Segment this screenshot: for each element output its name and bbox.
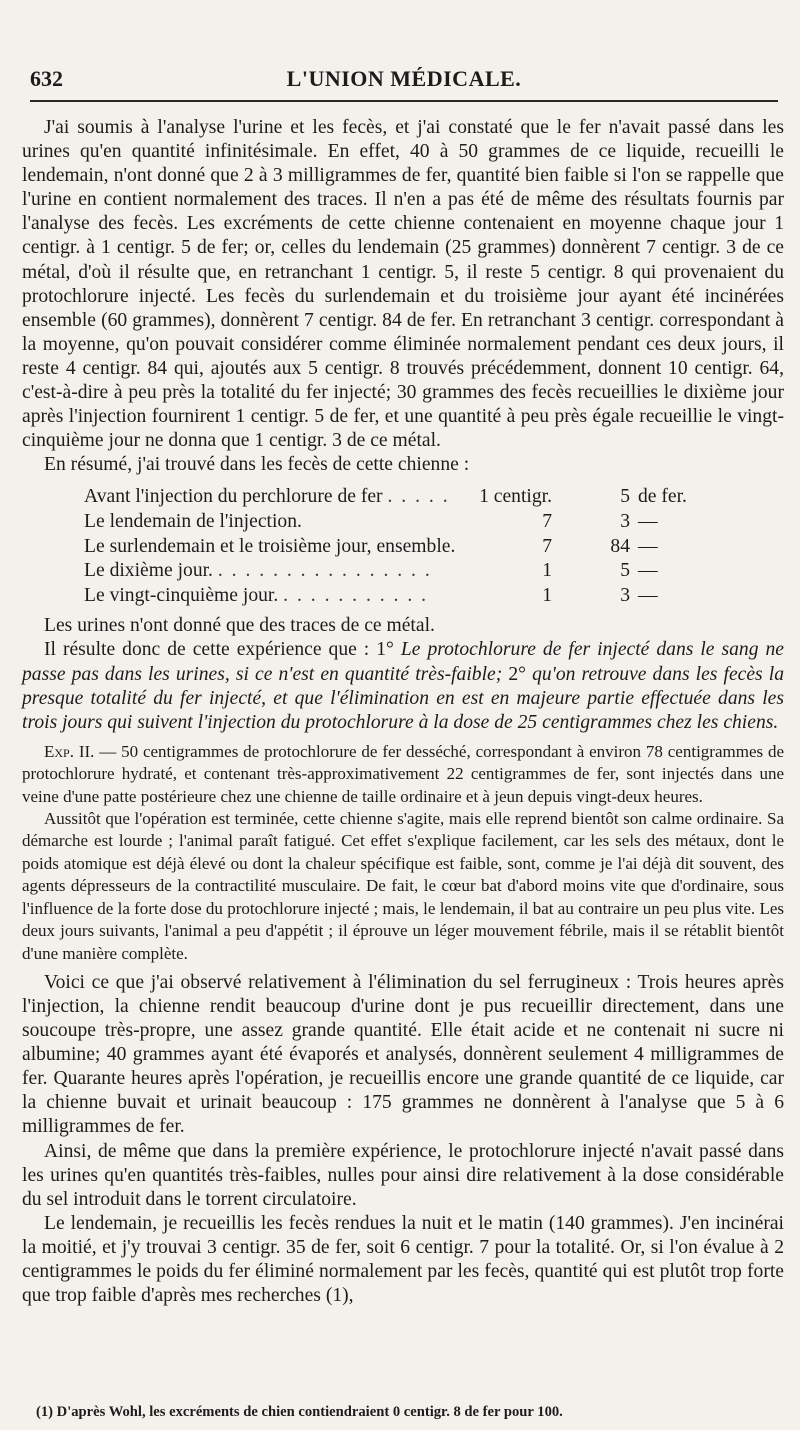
running-title: L'UNION MÉDICALE. [286,66,522,91]
paragraph-urine-traces: Les urines n'ont donné que des traces de ce métal. [44,615,435,637]
leader-dots: . . . . . . . . . . . [283,584,429,606]
row-label: Le dixième jour. [84,560,213,582]
row-value-c: — [638,511,658,532]
row-value-c: de fer. [638,486,687,508]
conclusion-lead: Il résulte donc de cette expérience que : 1° [44,639,401,661]
leader-dots: . . . . . . . . . . . . . . . . [217,560,432,582]
paragraph-experiment-2 [22,741,784,808]
paragraph-analysis: J'ai soumis à l'analyse l'urine et les fecès, et j'ai constaté que le fer n'avait passé dans les urines qu'en quantité infinitésimale. En effet, 40 à 50 grammes de ce liquide, recueilli le lendemain, n'ont donné que 2 à 3 milligrammes de fer, quantité bien faible si l'on se rappelle que l'urine en contient normalement des traces. Il n'en a pas été de même des résultats fournis par l'analyse des fecès. Les excréments de cette chienne contenaient en moyenne chaque jour 1 centigr. à 1 centigr. 5 de fer; or, celles du lendemain (25 grammes) donnèrent 7 centigr. 3 de ce métal, d'où il résulte que, en retranchant 1 centigr. 5, il reste 5 centigr. 8 qui provenaient du protochlorure injecté. Les fecès du surlendemain et du troisième jour ayant été incinérées ensemble (60 grammes), donnèrent 7 centigr. 84 de fer. En retranchant 3 centigr. correspondant à la moyenne, qu'on pouvait considérer comme éliminée normalement pendant ces deux jours, il reste 4 centigr. 84 qui, ajoutés aux 5 centigr. 8 trouvés précédemment, donnent 10 centigr. 64, c'est-à-dire à peu près la totalité du fer injecté; 30 grammes des fecès recueillies le dixième jour après l'injection fournirent 1 centigr. 5 de fer, et une quantité à peu près égale recueillie le vingt-cinquième jour ne donna que 1 centigr. 3 de ce métal. [22,117,784,452]
leader-dots: . . . . . [387,486,450,508]
header-rule [30,100,778,102]
row-label: Le lendemain de l'injection. [84,511,302,532]
experiment-label: Exp. II. [44,741,95,761]
table-row [22,510,784,535]
row-label: Le surlendemain et le troisième jour, ensemble. [84,535,456,557]
row-label: Le vingt-cinquième jour. [84,584,279,606]
page-header [30,66,778,92]
row-value-a: 7 [542,535,552,557]
experiment-text: — 50 centigrammes de protochlorure de fer desséché, correspondant à environ 78 centigrammes de protochlorure hydraté, et contenant très-approximativement 22 centigrammes de fer, sont injectés dans une veine d'une patte postérieure chez une chienne de taille ordinaire et à jeun depuis vingt-deux heures. [22,741,784,806]
paragraph-observation: Aussitôt que l'opération est terminée, cette chienne s'agite, mais elle reprend bientôt son calme ordinaire. Sa démarche est lourde ; l'animal paraît fatigué. Cet effet s'explique facilement, car les sels des métaux, dont le poids atomique est déjà élevé ou dont la chaleur spécifique est faible, sont, comme je l'ai déjà dit souvent, des agents dépresseurs de la contractilité musculaire. De fait, le cœur bat d'abord moins vite que d'ordinaire, sous l'influence de la forte dose du protochlorure injecté ; mais, le lendemain, il bat au contraire un peu plus vite. Les deux jours suivants, l'animal a peu d'appétit ; il éprouve un léger mouvement fébrile, mais il se rétablit bientôt d'une manière complète. [22,809,784,963]
conclusion-italic-2: qu'on retrouve dans les fecès la presque totalité du fer injecté, et que l'élimination en est en majeure partie effectuée dans les trois jours qui suivent l'injection du protochlorure à la dose de 25 centigrammes chez les chiens. [22,663,784,733]
conclusion-italic-1: Le protochlorure de fer injecté dans le sang ne passe pas dans les urines, si ce n'est en quantité très-faible; [22,639,784,685]
paragraph-comparison: Ainsi, de même que dans la première expérience, le protochlorure injecté n'avait passé dans les urines qu'en quantités très-faibles, nulles pour ainsi dire relativement à la dose considérable du sel introduit dans le torrent circulatoire. [22,1140,784,1210]
row-value-b: 5 [620,560,630,582]
row-value-a: 1 [542,560,552,582]
conclusion-mid: 2° [502,663,533,685]
paragraph-next-day: Le lendemain, je recueillis les fecès rendues la nuit et le matin (140 grammes). J'en incinérai la moitié, et j'y trouvai 3 centigr. 35 de fer, soit 6 centigr. 7 pour la totalité. Or, si l'on évalue à 2 centigrammes le poids du fer éliminé normalement par les fecès, quantité qui est plutôt trop forte que trop faible d'après mes recherches (1), [22,1212,784,1307]
row-value-a: 1 centigr. [479,486,552,508]
table-row [22,485,784,510]
paragraph-summary-intro: En résumé, j'ai trouvé dans les fecès de cette chienne : [44,454,470,476]
row-label: Avant l'injection du perchlorure de fer [84,486,383,508]
row-value-c: — [638,584,658,606]
page-number: 632 [30,66,63,91]
article-body [22,116,784,1308]
row-value-c: — [638,535,658,557]
row-value-a: 1 [542,584,552,606]
footnote: (1) D'après Wohl, les excréments de chien contiendraient 0 centigr. 8 de fer pour 100. [36,1404,563,1420]
table-row [22,559,784,584]
row-value-b: 5 [620,486,630,508]
paragraph-conclusion [22,638,784,734]
row-value-b: 84 [610,535,630,557]
paragraph-elimination: Voici ce que j'ai observé relativement à l'élimination du sel ferrugineux : Trois heures après l'injection, la chienne rendit beaucoup d'urine dont je pus recueillir directement, dans une soucoupe très-propre, une assez grande quantité. Elle était acide et ne contenait ni sucre ni albumine; 40 grammes ayant été évaporés et analysés, donnèrent seulement 4 milligrammes de fer. Quarante heures après l'opération, je recueillis encore une grande quantité de ce liquide, car la chienne buvait et urinait beaucoup : 175 grammes ne donnèrent à l'analyse que 5 à 6 milligrammes de fer. [22,971,784,1138]
table-row [22,535,784,560]
row-value-c: — [638,560,658,582]
row-value-b: 3 [620,584,630,606]
row-value-a: 7 [542,511,552,532]
table-row [22,584,784,609]
results-table [22,485,784,608]
row-value-b: 3 [620,511,630,532]
